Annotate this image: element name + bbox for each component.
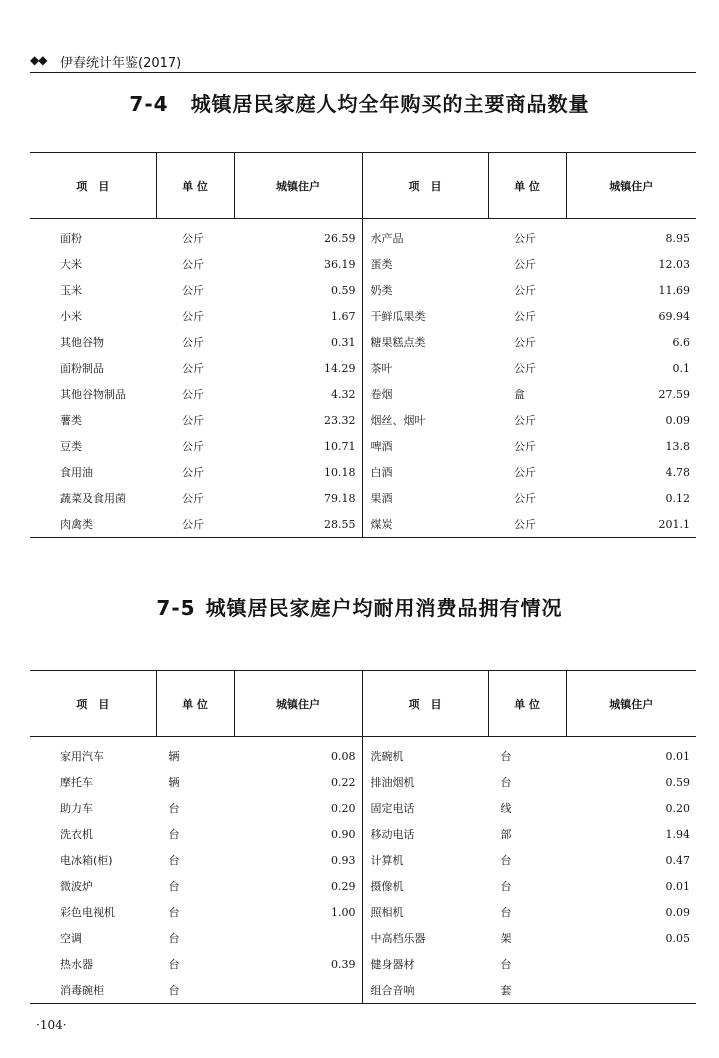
yearbook-title: 伊春统计年鉴(2017)	[60, 56, 182, 71]
unit-cell: 公斤	[514, 258, 536, 271]
table-row	[30, 899, 696, 925]
col-header-item: 项 目	[362, 671, 488, 737]
value-cell: 0.59	[665, 775, 690, 789]
value-cell: 13.8	[665, 439, 690, 453]
table2-number: 7-5	[156, 596, 196, 620]
item-name: 排油烟机	[362, 769, 488, 795]
item-name: 糖果糕点类	[362, 329, 488, 355]
table-row	[30, 951, 696, 977]
value-cell	[566, 951, 696, 977]
item-name: 固定电话	[362, 795, 488, 821]
value-cell: 0.08	[331, 749, 356, 763]
diamond-icon: ◆◆	[30, 53, 47, 67]
value-cell: 1.00	[331, 905, 356, 919]
value-cell: 79.18	[324, 491, 356, 505]
value-cell: 27.59	[658, 387, 690, 401]
unit-cell: 台	[500, 958, 512, 971]
col-header-item: 项 目	[362, 153, 488, 219]
unit-cell: 盒	[514, 388, 525, 401]
value-cell: 23.32	[324, 413, 356, 427]
value-cell: 12.03	[658, 257, 690, 271]
value-cell	[234, 925, 362, 951]
item-name: 大米	[60, 258, 82, 271]
item-name: 摩托车	[60, 776, 93, 789]
table-row	[30, 769, 696, 795]
item-name: 白酒	[362, 459, 488, 485]
value-cell: 0.20	[665, 801, 690, 815]
table1-number: 7-4	[129, 92, 169, 116]
item-name: 空调	[60, 932, 82, 945]
value-cell: 0.1	[672, 361, 690, 375]
unit-cell: 公斤	[182, 284, 204, 297]
table-row	[30, 329, 696, 355]
unit-cell: 架	[500, 932, 512, 945]
unit-cell: 台	[500, 880, 512, 893]
item-name: 煤炭	[362, 511, 488, 538]
unit-cell: 台	[168, 854, 180, 867]
unit-cell: 公斤	[182, 310, 204, 323]
col-header-unit: 单 位	[488, 153, 566, 219]
unit-cell: 套	[488, 977, 566, 1004]
unit-cell: 公斤	[514, 492, 536, 505]
unit-cell: 辆	[168, 776, 180, 789]
item-name: 助力车	[60, 802, 93, 815]
unit-cell: 台	[156, 977, 234, 1004]
item-name: 蛋类	[362, 251, 488, 277]
table-row	[30, 251, 696, 277]
value-cell: 14.29	[324, 361, 356, 375]
value-cell: 0.05	[665, 931, 690, 945]
item-name: 照相机	[362, 899, 488, 925]
unit-cell: 公斤	[514, 466, 536, 479]
item-name: 肉禽类	[30, 511, 156, 538]
item-name: 消毒碗柜	[30, 977, 156, 1004]
value-cell: 11.69	[658, 283, 690, 297]
unit-cell: 公斤	[182, 388, 204, 401]
col-header-value: 城镇住户	[234, 153, 362, 219]
table-row	[30, 821, 696, 847]
item-name: 其他谷物	[60, 336, 104, 349]
value-cell: 10.18	[324, 465, 356, 479]
unit-cell: 公斤	[514, 284, 536, 297]
table-row	[30, 303, 696, 329]
page-number: ·104·	[36, 1018, 67, 1032]
unit-cell: 公斤	[182, 466, 204, 479]
item-name: 洗衣机	[60, 828, 93, 841]
item-name: 玉米	[60, 284, 82, 297]
unit-cell: 台	[500, 906, 512, 919]
value-cell: 26.59	[324, 231, 356, 245]
unit-cell: 公斤	[182, 258, 204, 271]
item-name: 面粉制品	[60, 362, 104, 375]
item-name: 摄像机	[362, 873, 488, 899]
col-header-unit: 单 位	[156, 153, 234, 219]
col-header-value: 城镇住户	[234, 671, 362, 737]
item-name: 洗碗机	[362, 737, 488, 770]
col-header-item: 项 目	[30, 671, 156, 737]
table-row	[30, 459, 696, 485]
item-name: 卷烟	[362, 381, 488, 407]
item-name: 彩色电视机	[60, 906, 115, 919]
unit-cell: 公斤	[182, 232, 204, 245]
item-name: 果酒	[362, 485, 488, 511]
value-cell: 0.12	[665, 491, 690, 505]
table1	[30, 152, 696, 538]
value-cell: 36.19	[324, 257, 356, 271]
value-cell: 0.90	[331, 827, 356, 841]
item-name: 水产品	[362, 219, 488, 252]
item-name: 奶类	[362, 277, 488, 303]
table2-title	[0, 592, 719, 621]
value-cell: 0.31	[331, 335, 356, 349]
value-cell: 0.09	[665, 413, 690, 427]
unit-cell: 公斤	[182, 492, 204, 505]
table-row	[30, 795, 696, 821]
table2	[30, 670, 696, 1004]
item-name: 面粉	[60, 232, 82, 245]
table1-title-text: 城镇居民家庭人均全年购买的主要商品数量	[190, 92, 590, 116]
item-name: 移动电话	[362, 821, 488, 847]
value-cell: 0.47	[665, 853, 690, 867]
table-row	[30, 433, 696, 459]
unit-cell: 公斤	[182, 414, 204, 427]
unit-cell: 台	[168, 958, 180, 971]
item-name: 啤酒	[362, 433, 488, 459]
value-cell: 0.39	[331, 957, 356, 971]
value-cell: 4.78	[665, 465, 690, 479]
table-row	[30, 925, 696, 951]
col-header-value: 城镇住户	[566, 153, 696, 219]
unit-cell: 线	[500, 802, 512, 815]
unit-cell: 公斤	[514, 310, 536, 323]
item-name: 电冰箱(柜)	[60, 854, 113, 867]
unit-cell: 公斤	[514, 440, 536, 453]
table-row	[30, 485, 696, 511]
col-header-item: 项 目	[30, 153, 156, 219]
unit-cell: 公斤	[488, 511, 566, 538]
unit-cell: 公斤	[182, 336, 204, 349]
value-cell: 6.6	[672, 335, 690, 349]
unit-cell: 辆	[168, 750, 180, 763]
table1-title	[0, 88, 719, 117]
item-name: 茶叶	[362, 355, 488, 381]
value-cell: 0.93	[331, 853, 356, 867]
col-header-value: 城镇住户	[566, 671, 696, 737]
item-name: 豆类	[60, 440, 82, 453]
item-name: 食用油	[60, 466, 93, 479]
table-row	[30, 977, 696, 1004]
value-cell: 0.59	[331, 283, 356, 297]
table-row	[30, 277, 696, 303]
unit-cell: 部	[500, 828, 512, 841]
unit-cell: 台	[500, 776, 512, 789]
unit-cell: 公斤	[514, 414, 536, 427]
unit-cell: 台	[168, 880, 180, 893]
table-row	[30, 381, 696, 407]
value-cell	[234, 977, 362, 1004]
value-cell: 0.22	[331, 775, 356, 789]
unit-cell: 台	[168, 906, 180, 919]
unit-cell: 台	[168, 802, 180, 815]
table2-title-text: 城镇居民家庭户均耐用消费品拥有情况	[205, 596, 563, 620]
unit-cell: 台	[500, 854, 512, 867]
unit-cell: 台	[168, 828, 180, 841]
value-cell: 8.95	[665, 231, 690, 245]
value-cell	[566, 977, 696, 1004]
item-name: 中高档乐器	[362, 925, 488, 951]
item-name: 健身器材	[362, 951, 488, 977]
item-name: 热水器	[60, 958, 93, 971]
unit-cell: 台	[500, 750, 512, 763]
value-cell: 0.01	[665, 879, 690, 893]
item-name: 薯类	[60, 414, 82, 427]
item-name: 烟丝、烟叶	[362, 407, 488, 433]
unit-cell: 台	[168, 932, 180, 945]
item-name: 干鲜瓜果类	[362, 303, 488, 329]
value-cell: 10.71	[324, 439, 356, 453]
page-header	[30, 52, 696, 73]
value-cell: 4.32	[331, 387, 356, 401]
value-cell: 0.20	[331, 801, 356, 815]
table-row	[30, 511, 696, 538]
table-row	[30, 847, 696, 873]
item-name: 蔬菜及食用菌	[60, 492, 126, 505]
unit-cell: 公斤	[156, 511, 234, 538]
item-name: 组合音响	[362, 977, 488, 1004]
table-row	[30, 873, 696, 899]
table-row	[30, 737, 696, 770]
item-name: 家用汽车	[60, 750, 104, 763]
col-header-unit: 单 位	[156, 671, 234, 737]
table-row	[30, 219, 696, 252]
value-cell: 0.01	[665, 749, 690, 763]
col-header-unit: 单 位	[488, 671, 566, 737]
value-cell: 201.1	[566, 511, 696, 538]
table-row	[30, 355, 696, 381]
value-cell: 0.29	[331, 879, 356, 893]
item-name: 小米	[60, 310, 82, 323]
value-cell: 28.55	[234, 511, 362, 538]
unit-cell: 公斤	[514, 232, 536, 245]
unit-cell: 公斤	[182, 440, 204, 453]
unit-cell: 公斤	[514, 336, 536, 349]
item-name: 微波炉	[60, 880, 93, 893]
value-cell: 1.94	[665, 827, 690, 841]
value-cell: 69.94	[658, 309, 690, 323]
value-cell: 1.67	[331, 309, 356, 323]
item-name: 计算机	[362, 847, 488, 873]
unit-cell: 公斤	[514, 362, 536, 375]
unit-cell: 公斤	[182, 362, 204, 375]
item-name: 其他谷物制品	[60, 388, 126, 401]
table-row	[30, 407, 696, 433]
value-cell: 0.09	[665, 905, 690, 919]
